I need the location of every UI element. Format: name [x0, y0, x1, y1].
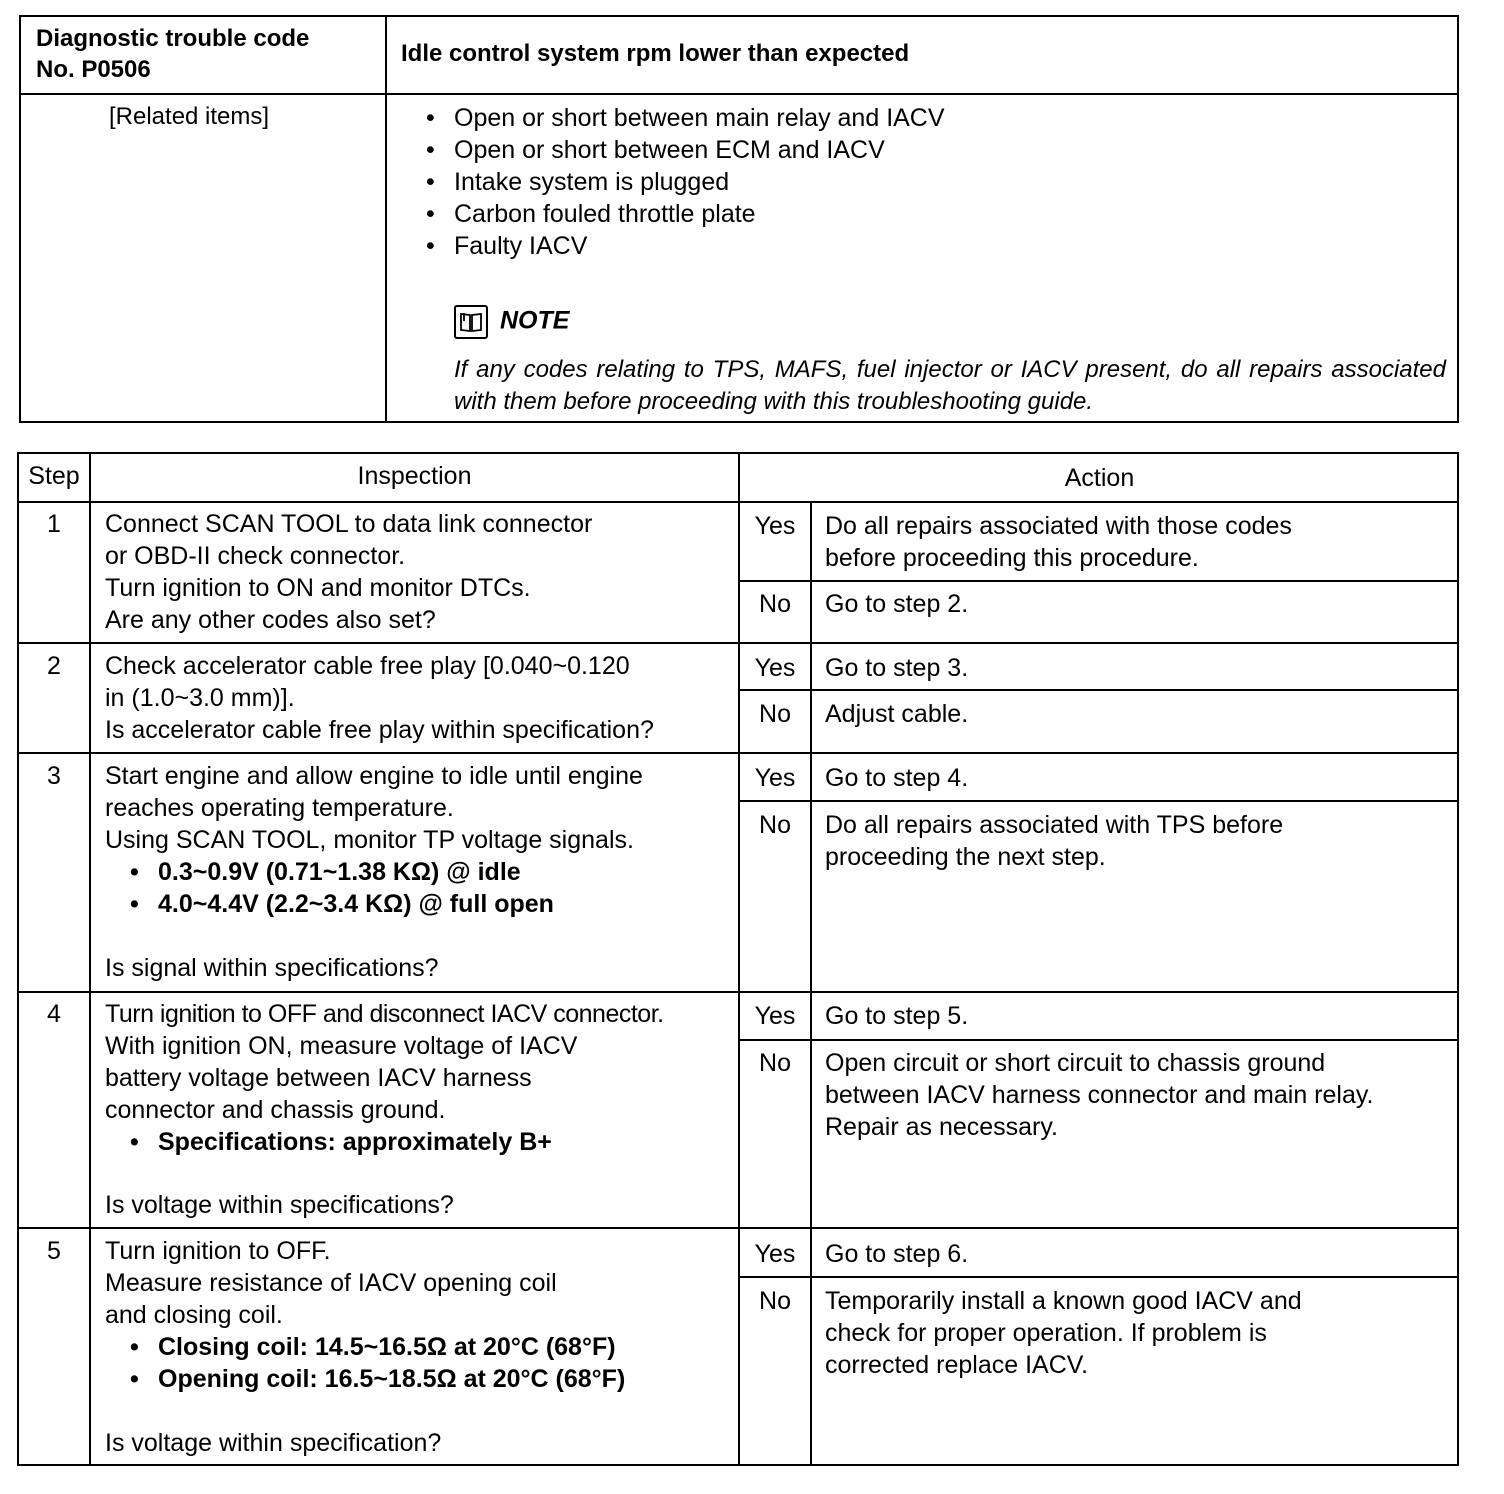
list-item: • Faulty IACV [426, 232, 588, 260]
header-divider-horizontal [21, 93, 1457, 95]
col-header-step: Step [28, 462, 80, 490]
action-line: Do all repairs associated with TPS before [825, 811, 1284, 839]
inspection-line: in (1.0~3.0 mm)]. [105, 684, 295, 712]
yes-no-divider [738, 1276, 1457, 1278]
list-item: • Intake system is plugged [426, 168, 730, 196]
no-action: Adjust cable. [825, 700, 969, 728]
inspection-line: Are any other codes also set? [105, 606, 436, 634]
list-item: • Open or short between main relay and IACV [426, 104, 945, 132]
spec-item: • 0.3~0.9V (0.71~1.38 KΩ) @ idle [130, 858, 521, 886]
no-label: No [759, 1049, 791, 1077]
inspection-line: Connect SCAN TOOL to data link connector [105, 510, 593, 538]
inspection-line: Using SCAN TOOL, monitor TP voltage signals. [105, 826, 634, 854]
inspection-line: Is accelerator cable free play within specification? [105, 716, 654, 744]
step-inspection [105, 508, 592, 636]
dtc-header-table [19, 15, 1459, 423]
action-line: Do all repairs associated with those codes [825, 512, 1292, 540]
step-number: 3 [47, 762, 61, 790]
action-line: before proceeding this procedure. [825, 544, 1199, 572]
step-question: Is voltage within specification? [105, 1429, 442, 1457]
col-divider-yesno [810, 501, 812, 1464]
list-item: • Open or short between ECM and IACV [426, 136, 885, 164]
related-items-label: [Related items] [109, 103, 270, 130]
step-inspection [105, 998, 664, 1158]
step-number: 2 [47, 652, 61, 680]
action-line: corrected replace IACV. [825, 1351, 1089, 1379]
yes-action [825, 510, 1292, 574]
step-question: Is voltage within specifications? [105, 1191, 454, 1219]
row-divider [19, 991, 1457, 993]
inspection-line: reaches operating temperature. [105, 794, 454, 822]
note-heading [454, 305, 569, 339]
row-divider [19, 642, 1457, 644]
action-line: proceeding the next step. [825, 843, 1106, 871]
list-item: • Carbon fouled throttle plate [426, 200, 756, 228]
col-header-inspection: Inspection [357, 462, 472, 490]
no-label: No [759, 700, 791, 728]
no-label: No [759, 811, 791, 839]
inspection-line: Measure resistance of IACV opening coil [105, 1269, 557, 1297]
no-action [825, 809, 1283, 873]
no-action [825, 1047, 1373, 1143]
inspection-line: Turn ignition to OFF. [105, 1237, 331, 1265]
yes-label: Yes [754, 654, 796, 682]
yes-no-divider [738, 689, 1457, 691]
col-header-action: Action [1064, 464, 1135, 492]
book-icon [454, 305, 488, 339]
step-question: Is signal within specifications? [105, 954, 439, 982]
yes-action: Go to step 4. [825, 764, 969, 792]
inspection-line: Check accelerator cable free play [0.040~0.120 [105, 652, 630, 680]
inspection-line: Turn ignition to OFF and disconnect IACV connector. [105, 1000, 664, 1028]
no-action: Go to step 2. [825, 590, 969, 618]
related-items-list [426, 102, 945, 262]
yes-no-divider [738, 800, 1457, 802]
step-number: 1 [47, 510, 61, 538]
yes-label: Yes [754, 764, 796, 792]
action-line: Temporarily install a known good IACV and [825, 1287, 1302, 1315]
step-number: 5 [47, 1237, 61, 1265]
inspection-line: or OBD-II check connector. [105, 542, 406, 570]
step-inspection [105, 650, 654, 746]
yes-label: Yes [754, 512, 796, 540]
note-heading-text: NOTE [500, 306, 570, 335]
spec-item: • Specifications: approximately B+ [130, 1128, 552, 1156]
yes-label: Yes [754, 1002, 796, 1030]
inspection-line: Start engine and allow engine to idle until engine [105, 762, 643, 790]
step-number: 4 [47, 1000, 61, 1028]
col-divider-step [89, 454, 91, 1464]
inspection-line: With ignition ON, measure voltage of IACV [105, 1032, 578, 1060]
yes-no-divider [738, 580, 1457, 582]
no-label: No [759, 1287, 791, 1315]
no-action [825, 1285, 1302, 1381]
action-line: between IACV harness connector and main relay. [825, 1081, 1374, 1109]
row-divider [19, 501, 1457, 503]
row-divider [19, 752, 1457, 754]
action-line: Repair as necessary. [825, 1113, 1058, 1141]
note-text: If any codes relating to TPS, MAFS, fuel injector or IACV present, do all repairs associated with them before proceeding with this troubleshooting guide. [454, 356, 1446, 415]
step-inspection [105, 1235, 625, 1395]
troubleshooting-table [17, 452, 1459, 1466]
header-divider-vertical [385, 17, 387, 421]
row-divider [19, 1227, 1457, 1229]
inspection-line: and closing coil. [105, 1301, 283, 1329]
dtc-title: Idle control system rpm lower than expected [401, 40, 910, 67]
action-line: Open circuit or short circuit to chassis ground [825, 1049, 1326, 1077]
inspection-line: battery voltage between IACV harness [105, 1064, 532, 1092]
spec-item: • 4.0~4.4V (2.2~3.4 KΩ) @ full open [130, 890, 554, 918]
dtc-label-line1: Diagnostic trouble code [36, 25, 310, 52]
action-line: check for proper operation. If problem is [825, 1319, 1267, 1347]
yes-action: Go to step 6. [825, 1240, 969, 1268]
spec-item: • Opening coil: 16.5~18.5Ω at 20°C (68°F) [130, 1365, 626, 1393]
spec-item: • Closing coil: 14.5~16.5Ω at 20°C (68°F) [130, 1333, 616, 1361]
step-inspection [105, 760, 643, 920]
no-label: No [759, 590, 791, 618]
dtc-label-line2: No. P0506 [36, 56, 151, 83]
dtc-code-label [36, 23, 309, 85]
inspection-line: Turn ignition to ON and monitor DTCs. [105, 574, 531, 602]
yes-action: Go to step 5. [825, 1002, 969, 1030]
yes-label: Yes [754, 1240, 796, 1268]
yes-action: Go to step 3. [825, 654, 969, 682]
inspection-line: connector and chassis ground. [105, 1096, 446, 1124]
yes-no-divider [738, 1039, 1457, 1041]
